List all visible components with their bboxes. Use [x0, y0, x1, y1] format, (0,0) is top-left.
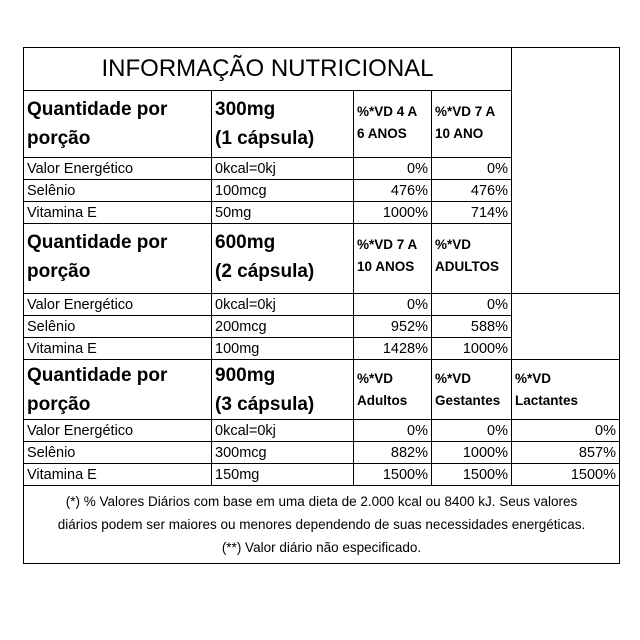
vd-header-4-6: %*VD 4 A 6 ANOS [354, 91, 432, 158]
table-row: Selênio 300mcg 882% 1000% 857% [24, 442, 620, 464]
vd-header-adults: %*VD ADULTOS [432, 224, 512, 294]
serving-label: Quantidade por porção [24, 224, 212, 294]
vd-header-7-10: %*VD 7 A 10 ANOS [354, 224, 432, 294]
table-row: Vitamina E 100mg 1428% 1000% [24, 338, 620, 360]
footnote: diários podem ser maiores ou menores dependendo de suas necessidades energéticas. [57, 517, 586, 532]
vd-header-lactating: %*VD Lactantes [512, 360, 620, 420]
blank-cell [512, 48, 620, 294]
table-row: Vitamina E 150mg 1500% 1500% 1500% [24, 464, 620, 486]
serving-label: Quantidade por porção [24, 360, 212, 420]
footnote: (**) Valor diário não especificado. [221, 540, 422, 555]
vd-header-adults: %*VD Adultos [354, 360, 432, 420]
table-row: Selênio 200mcg 952% 588% [24, 316, 620, 338]
table-row: Valor Energético 0kcal=0kj 0% 0% [24, 294, 620, 316]
table-row: Valor Energético 0kcal=0kj 0% 0% 0% [24, 420, 620, 442]
table-row: Vitamina E 50mg 1000% 714% [24, 202, 620, 224]
table-title [24, 48, 512, 91]
serving-amount: 600mg (2 cápsula) [212, 224, 354, 294]
vd-header-7-10: %*VD 7 A 10 ANO [432, 91, 512, 158]
table-title-text: INFORMAÇÃO NUTRICIONAL [101, 55, 434, 82]
table-row: Selênio 100mcg 476% 476% [24, 180, 620, 202]
blank-cell [512, 294, 620, 360]
nutrition-table [23, 47, 620, 564]
serving-label: Quantidade por porção [24, 91, 212, 158]
footnote: (*) % Valores Diários com base em uma dieta de 2.000 kcal ou 8400 kJ. Seus valores [65, 494, 578, 509]
serving-amount: 900mg (3 cápsula) [212, 360, 354, 420]
footnotes [24, 486, 620, 564]
serving-amount: 300mg (1 cápsula) [212, 91, 354, 158]
table-row: Valor Energético 0kcal=0kj 0% 0% [24, 158, 620, 180]
vd-header-pregnant: %*VD Gestantes [432, 360, 512, 420]
